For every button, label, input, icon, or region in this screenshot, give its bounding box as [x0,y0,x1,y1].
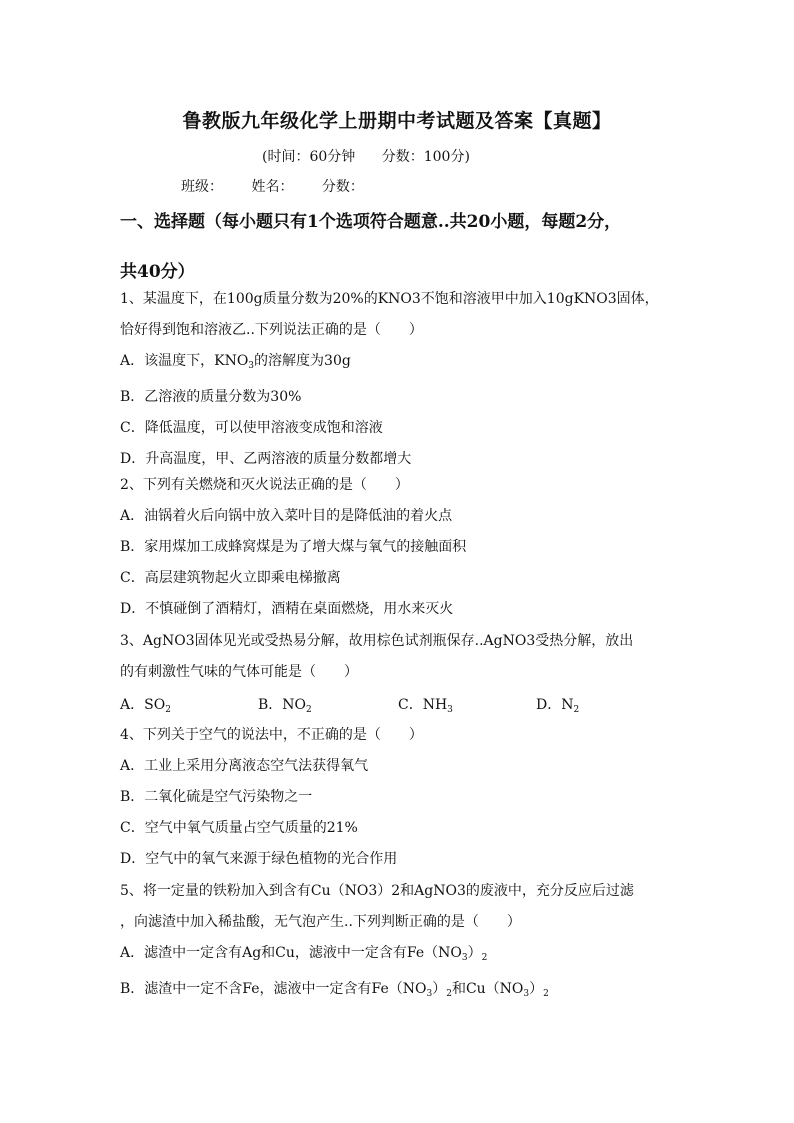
student-info-line [181,176,388,196]
question-4 [120,720,680,875]
exam-meta [262,146,492,166]
exam-score: 分数：100分) [381,149,470,165]
question-1-option-b: B．乙溶液的质量分数为30% [120,389,302,405]
class-label: 班级： [181,179,223,195]
question-1 [120,284,680,475]
document-title: 鲁教版九年级化学上册期中考试题及答案【真题】 [182,110,612,132]
question-1-line1: 1、某温度下，在100g质量分数为20%的KNO3不饱和溶液甲中加入10gKNO3固体， [120,291,659,307]
question-3-option-c: C．$NH_3$ [398,697,453,715]
section-heading-line1: 一、选择题（每小题只有1个选项符合题意..共20小题，每题2分， [120,212,622,232]
question-2-option-a: A．油锅着火后向锅中放入菜叶目的是降低油的着火点 [120,508,453,524]
question-4-option-c: C．空气中氧气质量占空气质量的21% [120,820,358,836]
question-2-stem: 2、下列有关燃烧和灭火说法正确的是（ ） [120,477,409,493]
question-2-option-d: D．不慎碰倒了酒精灯，酒精在桌面燃烧，用水来灭火 [120,601,454,617]
question-1-option-a: A．该温度下，$KNO_3$的溶解度为30g [120,353,351,371]
question-2 [120,470,680,625]
question-1-option-d: D．升高温度，甲、乙两溶液的质量分数都增大 [120,451,412,467]
question-5-line2: ，向滤渣中加入稀盐酸，无气泡产生..下列判断正确的是（ ） [120,914,521,930]
question-3-option-a: A．$SO_2$ [120,697,171,715]
question-5-option-b: B．滤渣中一定不含Fe，滤液中一定含有$Fe(NO_3)_2$和$Cu(NO_3)_2$ [120,981,549,999]
question-4-option-d: D．空气中的氧气来源于绿色植物的光合作用 [120,851,398,867]
section-heading-line2: 共40分） [120,262,195,282]
question-4-option-b: B．二氧化硫是空气污染物之一 [120,789,313,805]
question-2-option-b: B．家用煤加工成蜂窝煤是为了增大煤与氧气的接触面积 [120,539,467,555]
question-3-option-d: D．$N_2$ [536,697,580,715]
question-4-stem: 4、下列关于空气的说法中，不正确的是（ ） [120,727,423,743]
question-5-line1: 5、将一定量的铁粉加入到含有Cu（NO3）2和AgNO3的废液中，充分反应后过滤 [120,883,634,899]
question-1-line2: 恰好得到饱和溶液乙..下列说法正确的是（ ） [120,322,423,338]
exam-time: (时间：60分钟 [262,149,356,165]
question-3-line2: 的有刺激性气味的气体可能是（ ） [120,664,358,680]
question-4-option-a: A．工业上采用分离液态空气法获得氧气 [120,758,369,774]
score-label: 分数： [321,179,364,195]
question-2-option-c: C．高层建筑物起火立即乘电梯撤离 [120,570,341,586]
question-3 [120,626,680,688]
question-3-option-b: B．$NO_2$ [258,697,312,715]
name-label: 姓名： [251,179,294,195]
question-1-option-c: C．降低温度，可以使甲溶液变成饱和溶液 [120,420,383,436]
question-5 [120,876,680,1010]
question-5-option-a: A．滤渣中一定含有Ag和Cu，滤液中一定含有$Fe(NO_3)_2$ [120,945,488,963]
section-heading [120,202,680,292]
question-3-line1: 3、AgNO3固体见光或受热易分解，故用棕色试剂瓶保存..AgNO3受热分解，放出 [120,633,634,649]
